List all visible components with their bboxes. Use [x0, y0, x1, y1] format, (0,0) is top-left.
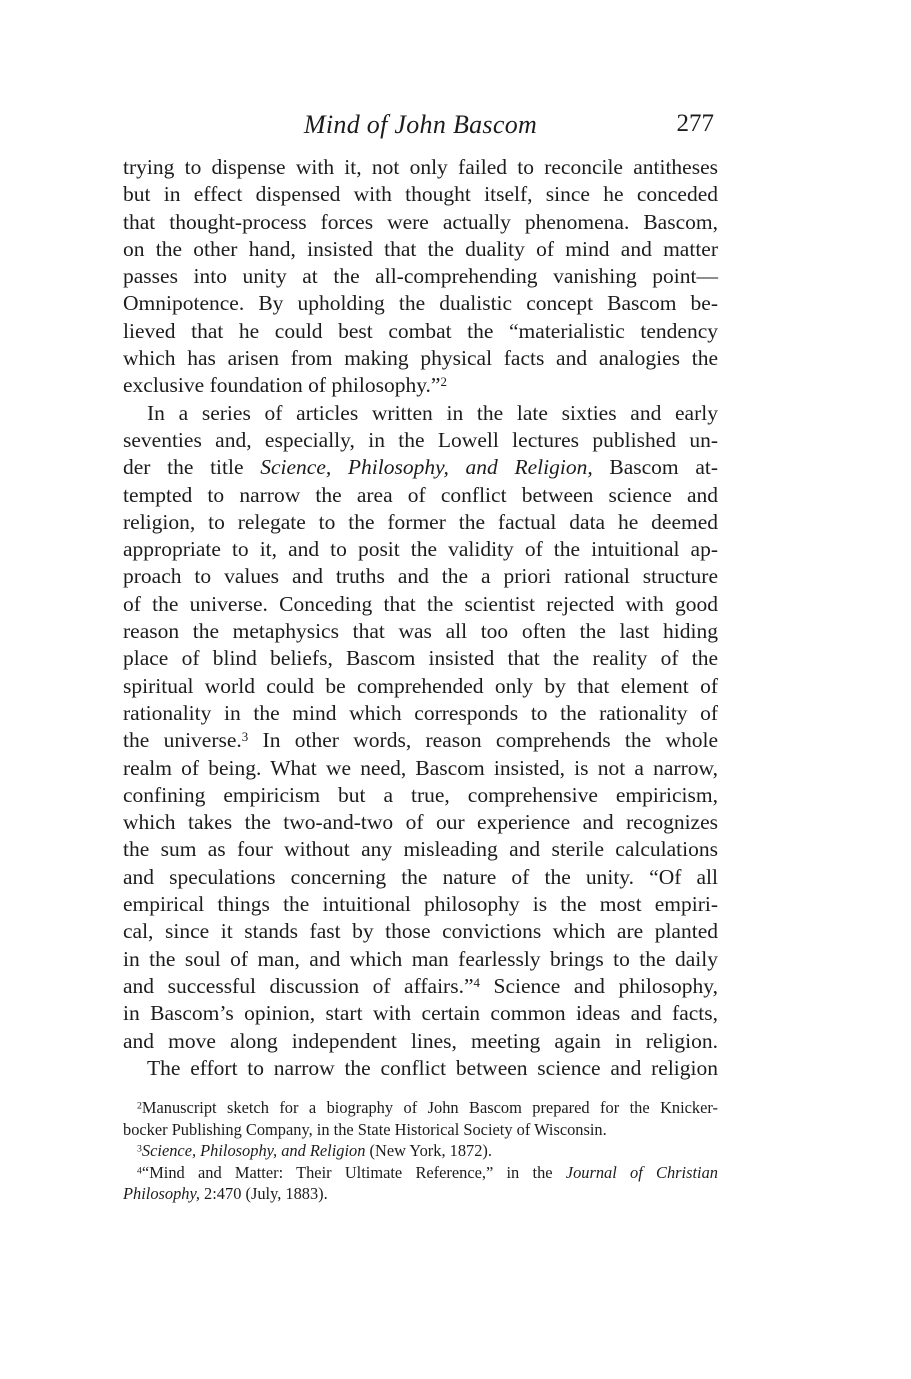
text-line: place of blind beliefs, Bascom insisted that the reality of the — [123, 646, 718, 671]
footnote-text: “Mind and Matter: Their Ultimate Reference,” in the — [141, 1162, 566, 1182]
text-line: which has arisen from making physical facts and analogies the — [123, 346, 718, 371]
text-line: realm of being. What we need, Bascom insisted, is not a narrow, — [123, 755, 718, 780]
text-span: and successful discussion of affairs.” — [123, 973, 474, 998]
footnote-2-cont: bocker Publishing Company, in the State Historical Society of Wisconsin. — [123, 1119, 607, 1139]
text-line: but in effect dispensed with thought itself, since he conceded — [123, 182, 718, 207]
text-line: which takes the two-and-two of our experience and recognizes — [123, 810, 718, 835]
text-line: empirical things the intuitional philosophy is the most empiri- — [123, 892, 718, 917]
running-title: Mind of John Bascom — [303, 110, 538, 139]
journal-title: Philosophy, — [123, 1184, 200, 1203]
text-span: der the title — [123, 455, 261, 480]
text-line: trying to dispense with it, not only failed to reconcile antitheses — [123, 155, 718, 179]
text-line: tempted to narrow the area of conflict between science and — [123, 482, 718, 507]
text-line: reason the metaphysics that was all too often the last hiding — [123, 619, 718, 644]
text-line: appropriate to it, and to posit the validity of the intuitional ap- — [123, 537, 718, 562]
text-line — [123, 727, 718, 754]
book-title: Science, Philosophy, and Religion, — [260, 455, 593, 480]
footnote-text: 2:470 (July, 1883). — [199, 1184, 328, 1203]
text-line: confining empiricism but a true, comprehensive empiricism, — [123, 782, 718, 807]
text-line: and move along independent lines, meeting again in religion. — [123, 1028, 718, 1053]
text-span: exclusive foundation of philosophy.” — [123, 373, 441, 398]
text-span: Science and philosophy, — [479, 973, 719, 998]
text-span: In other words, reason comprehends the whole — [248, 728, 718, 753]
text-line: passes into unity at the all-comprehending vanishing point— — [123, 264, 718, 289]
text-line — [123, 973, 718, 1000]
text-line: lieved that he could best combat the “materialistic tendency — [123, 318, 718, 343]
text-line: spiritual world could be comprehended only by that element of — [123, 673, 718, 698]
text-line: seventies and, especially, in the Lowell lectures published un- — [123, 427, 718, 452]
body-text — [123, 154, 718, 1082]
footnote-3 — [123, 1140, 718, 1162]
footnote-ref: 4 — [473, 976, 480, 991]
text-line: on the other hand, insisted that the duality of mind and matter — [123, 236, 718, 261]
text-line: cal, since it stands fast by those convictions which are planted — [123, 919, 718, 944]
text-line: in the soul of man, and which man fearlessly brings to the daily — [123, 946, 718, 971]
footnote-2 — [123, 1097, 718, 1119]
text-span: Bascom at- — [592, 455, 719, 480]
text-line: The effort to narrow the conflict between science and religion — [147, 1055, 718, 1080]
text-line: proach to values and truths and the a priori rational structure — [123, 564, 718, 589]
text-line: Omnipotence. By upholding the dualistic concept Bascom be- — [123, 291, 718, 316]
page-number: 277 — [676, 110, 714, 137]
paragraph-2 — [123, 400, 718, 1055]
text-line: rationality in the mind which corresponds to the rationality of — [123, 700, 718, 725]
footnote-marker: 3 — [137, 1143, 142, 1155]
footnote-marker: 4 — [137, 1165, 142, 1177]
text-line: of the universe. Conceding that the scientist rejected with good — [123, 591, 718, 616]
paragraph-3 — [123, 1055, 718, 1082]
text-line: in Bascom’s opinion, start with certain common ideas and facts, — [123, 1001, 718, 1026]
text-line: the sum as four without any misleading and sterile calculations — [123, 837, 718, 862]
text-line: In a series of articles written in the late sixties and early — [147, 400, 718, 425]
text-line: that thought-process forces were actually phenomena. Bascom, — [123, 209, 718, 234]
text-line — [123, 372, 718, 399]
text-span: the universe. — [123, 728, 242, 753]
footnote-ref: 3 — [241, 730, 249, 745]
footnote-marker: 2 — [137, 1100, 142, 1112]
footnote-text: Manuscript sketch for a biography of John Bascom prepared for the Knicker- — [141, 1098, 718, 1117]
page-header — [123, 110, 718, 146]
text-line: and speculations concerning the nature of the unity. “Of all — [123, 864, 718, 889]
paragraph-1 — [123, 154, 718, 400]
journal-title: Journal of Christian — [565, 1162, 718, 1182]
footnote-4-cont — [123, 1183, 718, 1205]
footnotes — [123, 1097, 718, 1205]
text-line: religion, to relegate to the former the factual data he deemed — [123, 509, 718, 534]
footnote-ref: 2 — [440, 375, 447, 390]
footnote-4 — [123, 1162, 718, 1184]
text-line — [123, 454, 718, 481]
footnote-title: Science, Philosophy, and Religion — [141, 1141, 366, 1160]
footnote-text: (New York, 1872). — [365, 1141, 492, 1160]
